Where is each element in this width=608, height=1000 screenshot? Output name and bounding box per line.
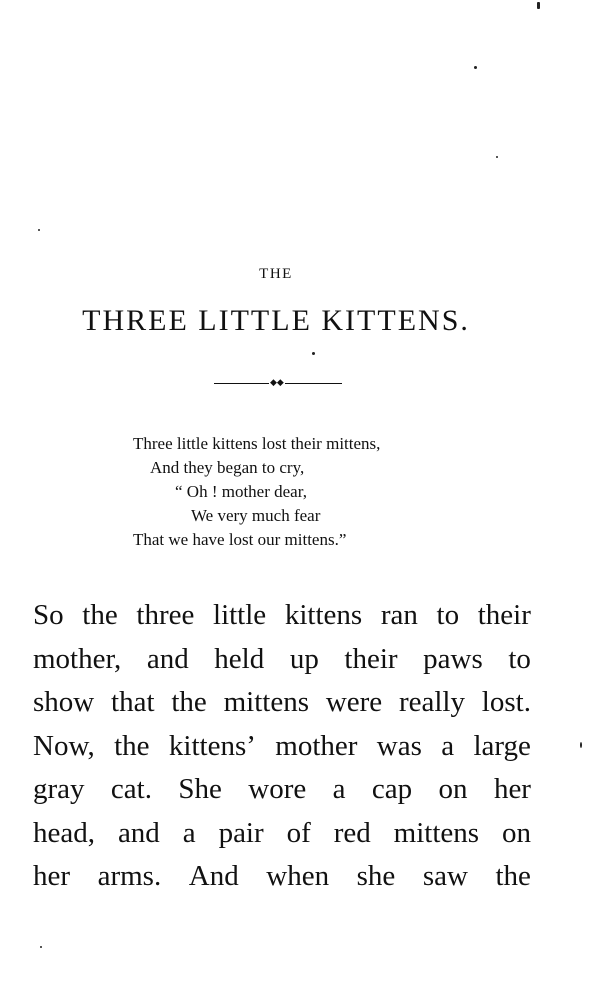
prose-word: and <box>146 642 189 675</box>
prose-word: Now, <box>33 729 95 762</box>
prose-line <box>33 812 531 856</box>
scan-speck <box>537 2 540 9</box>
prose-word: lost. <box>481 686 531 718</box>
prose-word: arms. <box>97 860 162 892</box>
verse-line: “ Oh ! mother dear, <box>175 482 307 501</box>
prose-word: her <box>493 773 531 805</box>
scan-speck <box>38 229 40 231</box>
prose-line <box>33 681 531 725</box>
prose-word: head, <box>33 816 95 849</box>
prose-word: ran <box>380 599 418 631</box>
prose-word: that <box>111 686 155 718</box>
prose-line <box>33 594 531 638</box>
prose-word: kittens’ <box>168 729 256 762</box>
prose-word: when <box>266 860 330 892</box>
prose-word: and <box>117 816 160 849</box>
prose-word: She <box>178 773 222 805</box>
prose-line <box>33 768 531 812</box>
prose-word: cat. <box>110 773 152 805</box>
prose-word: held <box>214 642 265 675</box>
scan-speck <box>312 352 315 355</box>
prose-word: large <box>473 729 531 762</box>
verse-line: We very much fear <box>191 506 321 525</box>
prose-word: she <box>356 860 396 892</box>
prose-word: her <box>33 860 71 892</box>
prose-word: pair <box>218 816 264 849</box>
prose-word: mother, <box>33 642 122 675</box>
prose-word: the <box>82 599 118 631</box>
prose-line <box>33 855 531 899</box>
scan-speck <box>474 66 477 69</box>
prose-paragraph <box>33 594 531 899</box>
prose-word: the <box>171 686 207 718</box>
prose-word: the <box>495 860 531 892</box>
diamond-ornament-icon: ◆◆ <box>270 378 284 388</box>
prose-line <box>33 725 531 769</box>
prose-word: their <box>344 642 398 675</box>
prose-word: a <box>332 773 346 805</box>
prose-word: show <box>33 686 95 718</box>
prose-word: the <box>114 729 150 762</box>
prose-word: saw <box>422 860 468 892</box>
prose-word: a <box>441 729 455 762</box>
prose-word: And <box>188 860 239 892</box>
prose-word: up <box>289 642 319 675</box>
prose-word: little <box>213 599 267 631</box>
prose-word: mother <box>275 729 358 762</box>
prose-word: a <box>182 816 196 849</box>
page-title: THREE LITTLE KITTENS. <box>82 304 470 337</box>
prose-word: to <box>436 599 460 631</box>
verse-line: That we have lost our mittens.” <box>133 530 347 549</box>
prose-word: gray <box>33 773 85 805</box>
prose-word: kittens <box>284 599 363 631</box>
prose-word: on <box>438 773 468 805</box>
verse-line: And they began to cry, <box>150 458 305 477</box>
prose-line <box>33 638 531 682</box>
prose-word: cap <box>371 773 413 805</box>
prose-word: three <box>136 599 195 631</box>
prose-word: really <box>398 686 465 718</box>
scan-speck <box>580 742 582 748</box>
prose-word: red <box>333 816 371 849</box>
prose-word: wore <box>248 773 307 805</box>
prose-word: their <box>477 599 531 631</box>
prose-word: mittens <box>393 816 480 849</box>
prose-word: on <box>502 816 531 849</box>
scan-speck <box>40 946 42 948</box>
prose-word: paws <box>423 642 483 675</box>
title-article: THE <box>259 266 293 282</box>
prose-word: were <box>325 686 383 718</box>
prose-word: mittens <box>223 686 309 718</box>
scan-speck <box>496 156 498 158</box>
prose-word: So <box>33 599 64 631</box>
prose-word: was <box>376 729 422 762</box>
prose-word: of <box>286 816 311 849</box>
prose-word: to <box>508 642 531 675</box>
verse-line: Three little kittens lost their mittens, <box>133 434 381 453</box>
